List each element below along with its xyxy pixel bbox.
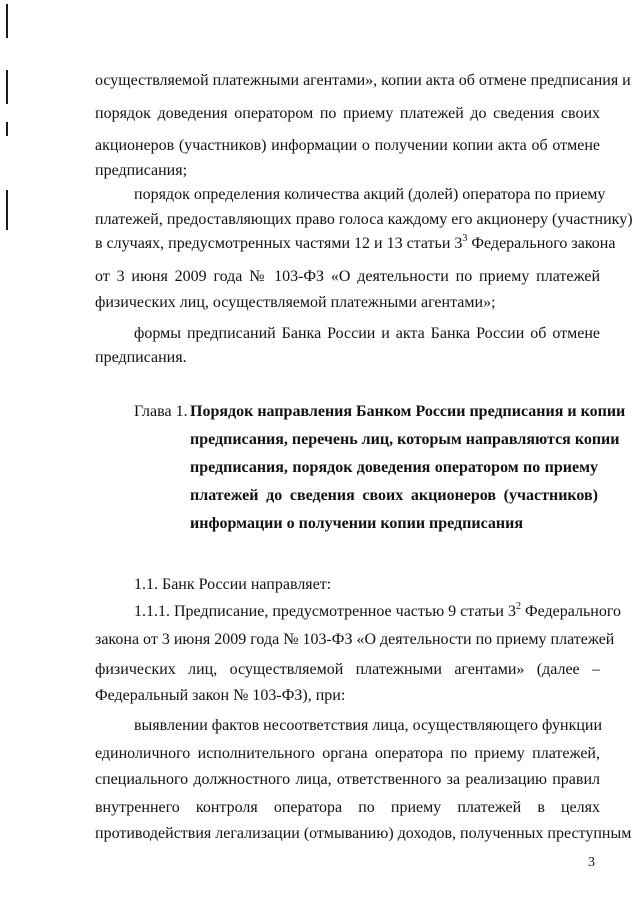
body-text-line: порядок доведения оператором по приему платежей до сведения своих bbox=[95, 105, 600, 122]
superscript: 2 bbox=[515, 600, 521, 612]
superscript: 3 bbox=[462, 232, 468, 244]
body-text-line-with-superscript bbox=[95, 232, 616, 254]
chapter-title-line: Порядок направления Банком России предписания и копии bbox=[190, 403, 626, 420]
page-number: 3 bbox=[588, 855, 595, 870]
chapter-title-line: предписания, порядок доведения оператором по приему bbox=[190, 459, 598, 476]
text-segment: Федерального закона bbox=[467, 235, 616, 252]
chapter-title-line: предписания, перечень лиц, которым направляются копии bbox=[190, 431, 620, 448]
scan-artifact-mark bbox=[6, 70, 8, 104]
body-text-line: формы предписаний Банка России и акта Банка России об отмене bbox=[134, 325, 600, 342]
body-text-line: физических лиц, осуществляемой платежными агентами»; bbox=[95, 294, 496, 311]
scan-artifact-mark bbox=[6, 190, 8, 230]
body-text-line: закона от 3 июня 2009 года № 103-ФЗ «О деятельности по приему платежей bbox=[95, 631, 615, 648]
body-text-line: акционеров (участников) информации о получении копии акта об отмене bbox=[95, 137, 600, 154]
body-text-line: противодействия легализации (отмыванию) доходов, полученных преступным bbox=[95, 825, 632, 842]
body-text-line: порядок определения количества акций (долей) оператора по приему bbox=[134, 186, 606, 203]
scan-artifact-mark bbox=[6, 122, 8, 136]
body-text-line: от 3 июня 2009 года № 103-ФЗ «О деятельности по приему платежей bbox=[95, 268, 600, 285]
body-text-line: Федеральный закон № 103-ФЗ), при: bbox=[95, 687, 346, 704]
text-segment: в случаях, предусмотренных частями 12 и 13 статьи 3 bbox=[95, 235, 463, 252]
body-text-line: платежей, предоставляющих право голоса каждому его акционеру (участнику) bbox=[95, 211, 633, 228]
body-text-line: 1.1. Банк России направляет: bbox=[134, 576, 332, 593]
body-text-line-with-superscript bbox=[134, 600, 622, 622]
body-text-line: предписания; bbox=[95, 162, 188, 179]
chapter-prefix: Глава 1. bbox=[134, 403, 188, 420]
scan-artifact-mark bbox=[6, 4, 8, 38]
body-text-line: предписания. bbox=[95, 349, 187, 366]
body-text-line: осуществляемой платежными агентами», копии акта об отмене предписания и bbox=[95, 72, 631, 89]
body-text-line: выявлении фактов несоответствия лица, осуществляющего функции bbox=[134, 717, 603, 734]
text-segment: Федерального bbox=[520, 603, 622, 620]
body-text-line: специального должностного лица, ответственного за реализацию правил bbox=[95, 771, 600, 788]
body-text-line: единоличного исполнительного органа оператора по приему платежей, bbox=[95, 745, 600, 762]
body-text-line: физических лиц, осуществляемой платежными агентами» (далее – bbox=[95, 661, 600, 678]
text-segment: 1.1.1. Предписание, предусмотренное частью 9 статьи 3 bbox=[134, 603, 516, 620]
chapter-title-line: платежей до сведения своих акционеров (участников) bbox=[190, 487, 598, 504]
chapter-title-line: информации о получении копии предписания bbox=[190, 515, 523, 532]
body-text-line: внутреннего контроля оператора по приему платежей в целях bbox=[95, 799, 600, 816]
